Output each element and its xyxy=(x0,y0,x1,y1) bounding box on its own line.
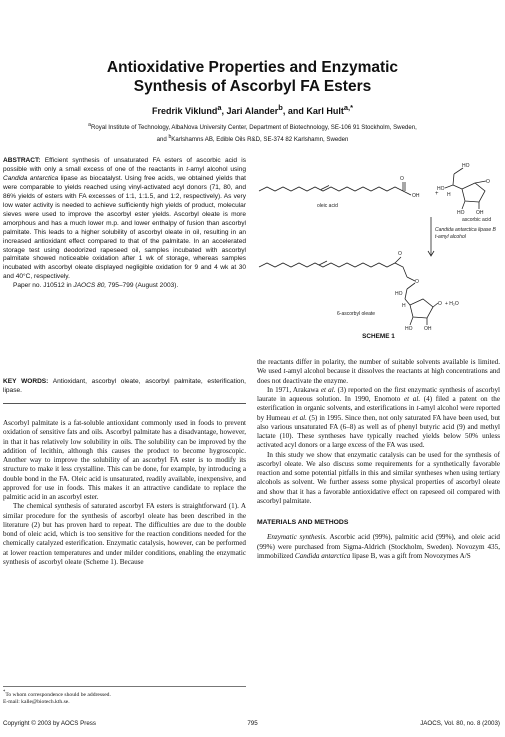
right-p1-italic-t: t xyxy=(283,367,286,376)
keywords-label: KEY WORDS: xyxy=(3,378,49,385)
right-p2-text-d: -amyl alcohol were reported by Humeau xyxy=(257,404,500,422)
author-separator: , xyxy=(221,106,227,116)
oleic-acid-label: oleic acid xyxy=(317,203,338,209)
right-paragraph-3: In this study we show that enzymatic catalysis can be used for the synthesis of ascorbyl oleate. We also discuss some requirements for a synthetically favorable reaction and some potential pitfalls in this and similar syntheses when using tertiary alcohols as solvent. We further assess some physical properties of ascorbyl oleate and show that it has a favorable antioxidative effect on rapeseed oil compared with ascorbyl palmitate. xyxy=(257,450,500,505)
affiliation-1 xyxy=(30,121,475,133)
affiliation-1-text: Royal Institute of Technology, AlbaNova University Center, Department of Biotechnology, SE-106 91 Stockholm, Sweden, xyxy=(90,124,417,132)
footnote-line-1 xyxy=(3,689,246,699)
ascorbic-acid-label: ascorbic acid xyxy=(462,217,492,223)
paper-number xyxy=(3,282,246,291)
affiliation-2-pre: and xyxy=(156,135,169,143)
author-3-affil: a,* xyxy=(343,103,354,112)
reaction-scheme-drawing xyxy=(257,155,500,335)
footnote xyxy=(3,686,246,706)
right-p2-text-b: (3) reported on the first enzymatic synthesis of ascorbyl laurate in aqueous solution. In 1990, Enomoto xyxy=(257,385,501,403)
keywords xyxy=(3,378,246,396)
right-p2-etal: et al. xyxy=(292,413,307,422)
affiliation-2 xyxy=(30,133,475,145)
footer-copyright: Copyright © 2003 by AOCS Press xyxy=(3,720,96,727)
right-p4-text-b: lipase B, was a gift from Novozymes A/S xyxy=(350,551,471,560)
atom-label-ho: HO xyxy=(437,186,445,192)
right-p2-text-e: (5) in 1995. Since then, not only saturated FA have been used, but also various unsaturated FA (6–8) as well as of phenyl butyric acid (9) and methyl lactate (10). These syntheses have typically reached yields below 50% unless activated acyl donors or a large excess of the FA was used. xyxy=(257,413,500,450)
abstract-species: Candida antarctica xyxy=(3,174,59,182)
keywords-text: Antioxidant, ascorbyl oleate, ascorbyl palmitate, esterification, lipase. xyxy=(3,378,246,394)
atom-label-h: H xyxy=(447,192,451,198)
catalyst-label: Candida antarctica lipase B xyxy=(435,227,496,233)
abstract-text-2: -amyl alcohol using xyxy=(188,165,246,173)
right-p2-text-a: In 1971, Arakawa xyxy=(267,385,321,394)
author-1-affil: a xyxy=(217,103,222,112)
abstract-label: ABSTRACT: xyxy=(3,157,41,164)
atom-label-ho: HO xyxy=(462,163,470,169)
water-label: + H₂O xyxy=(445,301,459,307)
atom-label-o: O xyxy=(398,251,402,257)
affiliation-2-mark: b xyxy=(168,133,172,140)
product-label: 6-ascorbyl oleate xyxy=(337,311,376,317)
subsection-heading: Enzymatic synthesis. xyxy=(267,533,328,542)
atom-label-ho: HO xyxy=(457,210,465,216)
right-p4-species: Candida antarctica xyxy=(294,551,351,560)
abstract xyxy=(3,157,246,291)
author-separator: , and xyxy=(282,106,307,116)
author-list xyxy=(0,103,505,116)
right-paragraph-2 xyxy=(257,386,500,451)
atom-label-o: O xyxy=(400,176,404,182)
right-paragraph-1 xyxy=(257,358,500,386)
footnote-line-2: E-mail: kalle@biotech.kth.se. xyxy=(3,698,70,705)
paper-number-pre: Paper no. J10512 in xyxy=(13,282,74,290)
affiliation-1-mark: a xyxy=(88,122,91,128)
atom-label-oh: OH xyxy=(424,326,432,332)
atom-label-oh: OH xyxy=(476,210,484,216)
title-line-2: Synthesis of Ascorbyl FA Esters xyxy=(133,78,372,95)
affiliation-2-text: Karlshamns AB, Edible Oils R&D, SE-374 82 Karlshamn, Sweden xyxy=(171,135,349,143)
author-3: Karl Hult xyxy=(306,106,344,116)
right-p2-etal: et al. xyxy=(403,395,421,403)
right-p2-etal: et al. xyxy=(320,385,336,394)
right-p1-text-1: the reactants differ in polarity, the number of suitable solvents available is limited. We used xyxy=(257,358,500,376)
body-column-right xyxy=(257,358,500,561)
author-2-affil: b xyxy=(278,103,283,112)
footer-page-number: 795 xyxy=(247,720,258,727)
abstract-text-1: Efficient synthesis of unsaturated FA esters of ascorbic acid is possible with only a small excess of one of the reactants in xyxy=(3,157,246,173)
atom-label-ho: HO xyxy=(395,291,403,297)
abstract-italic-t: t xyxy=(186,165,189,173)
abstract-body xyxy=(3,157,246,282)
body-column-left xyxy=(3,419,246,567)
paper-title xyxy=(0,58,505,96)
paper-number-post: 795–799 (August 2003). xyxy=(106,282,179,290)
affiliations xyxy=(30,121,475,144)
author-1: Fredrik Viklund xyxy=(151,106,218,116)
atom-label-o: O xyxy=(438,301,442,307)
reaction-scheme xyxy=(257,155,500,355)
atom-label-h: H xyxy=(402,303,406,309)
solvent-label: t-amyl alcohol xyxy=(435,234,466,240)
author-2: Jari Alander xyxy=(226,106,279,116)
section-heading-methods: MATERIALS AND METHODS xyxy=(257,519,349,526)
abstract-text-3: lipase as biocatalyst. Using free acids, we obtained yields that were comparable to yields reached using vinyl-activated acyl donors (71, 80, and 86% yields of esters with FA excesses of 1:1, 1:1.5, and 1:2, respectively). As very low water activity is needed to achieve sufficiently high yields of product, molecular sieves were used to improve the ascorbyl ester yields. Ascorbyl oleate is more amorphous and has a much lower m.p. and lower enthalpy of fusion than ascorbyl palmitate. This leads to a higher solubility of ascorbyl oleate in oil, resulting in an increased antioxidant effect compared to that of the palmitate. In an accelerated storage test using deodorized rapeseed oil, samples incubated with ascorbyl palmitate showed noticeable oxidation after 1 wk of storage, whereas samples incubated with ascorbyl oleate displayed negligible oxidation for 9 and 4 wk at 30 and 40°C, respectively. xyxy=(3,174,246,281)
title-line-1: Antioxidative Properties and Enzymatic xyxy=(106,59,399,76)
abstract-divider xyxy=(3,403,246,404)
paper-number-journal: JAOCS 80, xyxy=(73,282,107,290)
atom-label-ho: HO xyxy=(405,326,413,332)
scheme-caption: SCHEME 1 xyxy=(362,333,395,340)
intro-paragraph-2: The chemical synthesis of saturated ascorbyl FA esters is straightforward (1). A similar procedure for the synthesis of ascorbyl oleate has been described in the literature (2) but has proven hard to repeat. The difficulties are due to the double bond of oleic acid, which is too sensitive for the reaction conditions needed for the chemically catalyzed esterification. Enzymatic catalysis, however, can be performed at lower reaction temperatures and under milder conditions, enabling the enzymatic synthesis of ascorbyl oleate (Scheme 1). Because xyxy=(3,502,246,566)
right-p1-text-2: -amyl alcohol because it dissolves the reactants at high concentrations and does not deactivate the enzyme. xyxy=(257,367,501,385)
footnote-text-1: To whom correspondence should be addressed. xyxy=(5,691,111,698)
right-p2-italic-t: t xyxy=(416,404,419,413)
atom-label-o: O xyxy=(486,179,490,185)
footer-journal: JAOCS, Vol. 80, no. 8 (2003) xyxy=(420,720,500,727)
footnote-mark: * xyxy=(3,690,6,695)
intro-paragraph-1: Ascorbyl palmitate is a fat-soluble antioxidant commonly used in foods to prevent oxidation of sensitive fats and oils. Ascorbyl palmitate has a disadvantage, however, in that it has relatively low solubility in oils. The solubility can be improved by the addition of lecithin, although this causes the product to become hygroscopic. Another way to improve the solubility of an ascorbyl FA ester is to modify its structure to make it less crystalline. This can be done, for example, by introducing a double bond in the FA. Oleic acid is unsaturated, readily available, inexpensive, and approved for use in foods. This makes it an attractive candidate to replace the palmitic acid in an ascorbyl ester. xyxy=(3,419,246,501)
right-p2-text-c: (4) filed a patent on the esterification in organic solvents, and esterifications in xyxy=(257,395,500,413)
atom-label-oh: OH xyxy=(412,193,420,199)
right-p4-text-a: Ascorbic acid (99%), palmitic acid (99%), and oleic acid (99%) were purchased from Sigma-Aldrich (Stockholm, Sweden). Novozym 435, immobilized xyxy=(257,533,500,560)
plus-sign: + xyxy=(435,191,439,197)
right-paragraph-4 xyxy=(257,533,500,561)
atom-label-o: O xyxy=(415,279,419,285)
